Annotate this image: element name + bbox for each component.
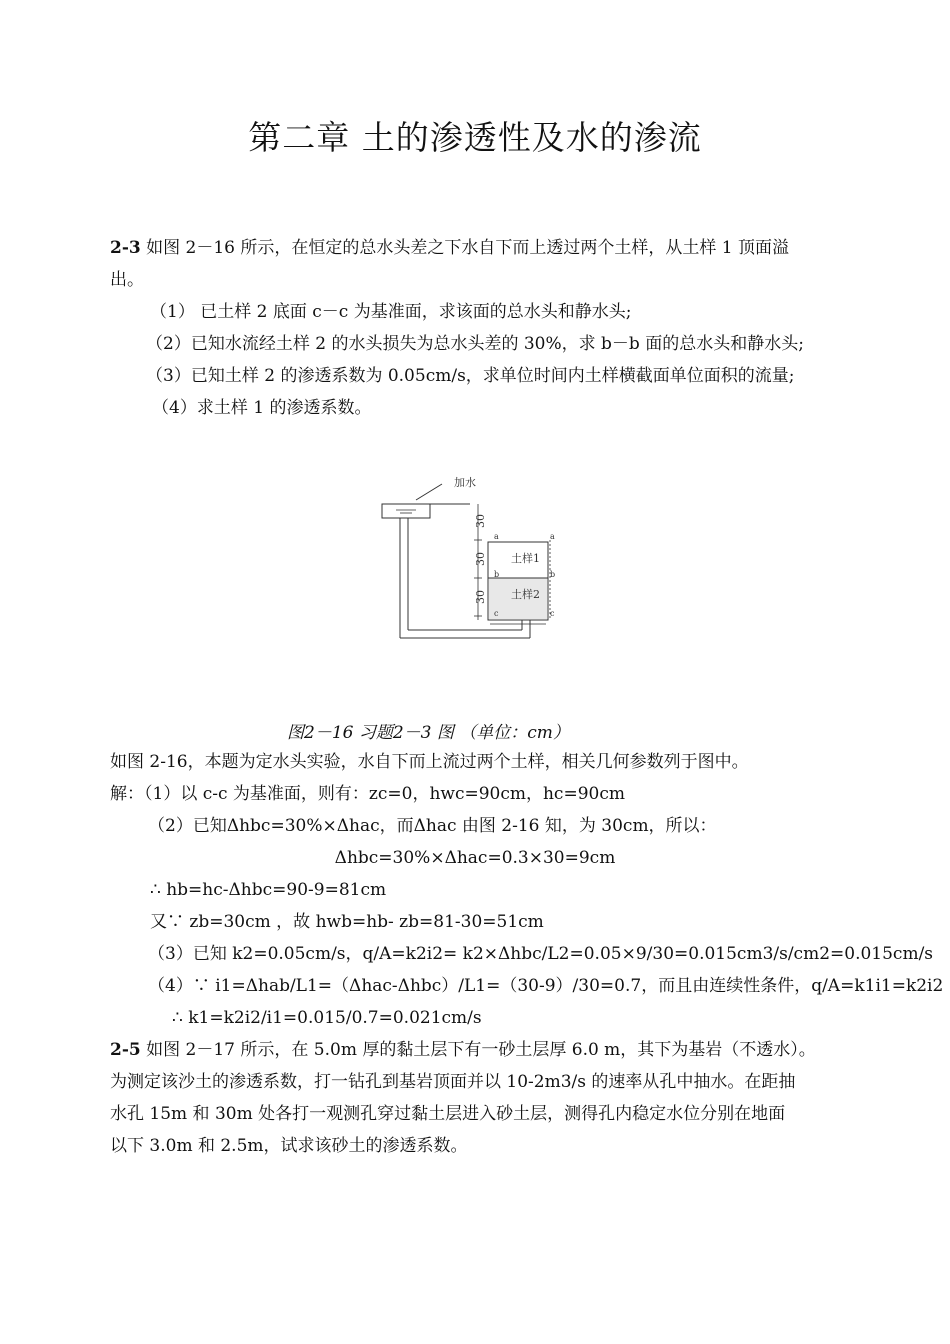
problem-text: 如图 2－16 所示，在恒定的总水头差之下水自下而上透过两个土样，从土样 1 顶面溢: [146, 238, 790, 258]
problem-2-5-line2: 为测定该沙土的渗透系数，打一钻孔到基岩顶面并以 10-2m3/s 的速率从孔中抽水。在距抽: [110, 1072, 796, 1092]
question-1: （1） 已土样 2 底面 c－c 为基准面，求该面的总水头和静水头;: [150, 302, 632, 322]
sample-2-label: 土样2: [511, 588, 540, 601]
problem-2-5-line3: 水孔 15m 和 30m 处各打一观测孔穿过黏土层进入砂土层，测得孔内稳定水位分别在地面: [110, 1104, 786, 1124]
label-c-left: c: [494, 609, 499, 618]
problem-2-5-line4: 以下 3.0m 和 2.5m，试求该砂土的渗透系数。: [110, 1136, 468, 1156]
solution-step-2-formula: Δhbc=30%×Δhac=0.3×30=9cm: [334, 848, 616, 868]
label-b-right: b: [550, 570, 556, 579]
solution-step-2: （2）已知Δhbc=30%×Δhac，而Δhac 由图 2-16 知，为 30cm，所以：: [148, 816, 717, 836]
problem-number: 2-3: [110, 238, 141, 258]
chapter-title: 第二章 土的渗透性及水的渗流: [248, 118, 702, 157]
label-b-left: b: [494, 570, 500, 579]
problem-2-3-line1: [110, 236, 789, 260]
problem-text: 如图 2－17 所示，在 5.0m 厚的黏土层下有一砂土层厚 6.0 m，其下为基岩（不透水）。: [146, 1040, 816, 1060]
reservoir: [382, 504, 430, 518]
problem-2-5-line1: [110, 1038, 816, 1062]
dim-label-1: 30: [474, 514, 487, 528]
add-water-label: 加水: [454, 476, 476, 489]
label-a-left: a: [494, 532, 499, 541]
question-2: （2）已知水流经土样 2 的水头损失为总水头差的 30%，求 b－b 面的总水头和静水头;: [146, 334, 804, 354]
question-3: （3）已知土样 2 的渗透系数为 0.05cm/s，求单位时间内土样横截面单位面积的流量;: [146, 366, 795, 386]
figure-caption: 图2－16 习题2－3 图 （单位：cm）: [287, 723, 570, 743]
dim-label-2: 30: [474, 552, 487, 566]
solution-step-1: 解：（1）以 c-c 为基准面，则有：zc=0，hwc=90cm，hc=90cm: [110, 784, 625, 804]
figure-2-16: [378, 470, 573, 650]
solution-step-2-result: ∴ hb=hc-Δhbc=90-9=81cm: [150, 880, 387, 900]
problem-2-3-line2: 出。: [110, 270, 144, 290]
label-c-right: c: [550, 609, 555, 618]
label-a-right: a: [550, 532, 555, 541]
sample-1-label: 土样1: [511, 552, 540, 565]
solution-step-3: （3）已知 k2=0.05cm/s，q/A=k2i2= k2×Δhbc/L2=0.05×9/30=0.015cm3/s/cm2=0.015cm/s: [148, 944, 934, 964]
problem-number: 2-5: [110, 1040, 141, 1060]
dim-label-3: 30: [474, 590, 487, 604]
solution-intro: 如图 2-16，本题为定水头实验，水自下而上流过两个土样，相关几何参数列于图中。: [110, 752, 749, 772]
solution-step-4-result: ∴ k1=k2i2/i1=0.015/0.7=0.021cm/s: [172, 1008, 482, 1028]
solution-step-2-static: 又∵ zb=30cm ，故 hwb=hb- zb=81-30=51cm: [150, 912, 544, 932]
add-water-leader: [416, 484, 442, 500]
question-4: （4）求土样 1 的渗透系数。: [152, 398, 372, 418]
solution-step-4: （4）∵ i1=Δhab/L1=（Δhac-Δhbc）/L1=（30-9）/30=0.7，而且由连续性条件，q/A=k1i1=k2i2: [148, 976, 944, 996]
